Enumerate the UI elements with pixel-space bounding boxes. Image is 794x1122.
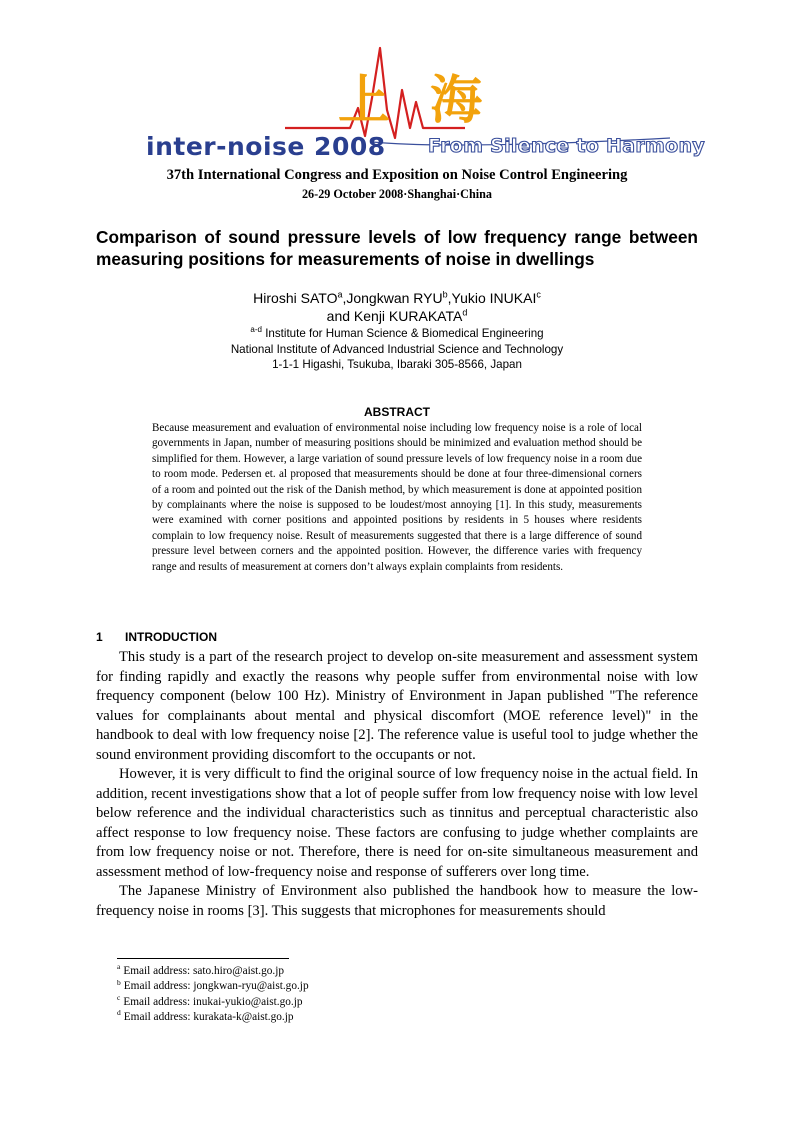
- author-list: [0, 289, 794, 325]
- section-heading: [96, 630, 217, 644]
- body-text: [96, 648, 698, 921]
- section-number: 1: [96, 630, 103, 644]
- footnote: [117, 1010, 309, 1025]
- footnote: [117, 964, 309, 979]
- paper-title: Comparison of sound pressure levels of low frequency range between measuring positions for measurements of noise in dwellings: [96, 227, 698, 269]
- author-mark: d: [462, 307, 468, 318]
- footnote-email: Email address: sato.hiro@aist.go.jp: [123, 965, 285, 977]
- paragraph: This study is a part of the research project to develop on-site measurement and assessment system for finding rapidly and exactly the reasons why people suffer from environmental noise with low frequency component (below 100 Hz). Ministry of Environment in Japan published "The reference values for complainants about mental and physical discomfort (MOE reference level)" in the handbook to deal with low frequency noise [2]. The reference value is useful tool to judge whether the sound environment providing discomfort to the occupants or not.: [96, 649, 698, 763]
- abstract-text: Because measurement and evaluation of environmental noise including low frequency noise is a role of local governments in Japan, number of measuring positions should be minimized and evaluation method should be simplified for them. However, a large variation of sound pressure levels of low frequency noise in a room due to room mode. Pedersen et. al proposed that measurements should be done at four three-dimensional corners of a room and pointed out the risk of the Danish method, by which measurement is done at appointed position by complainants where the noise is supposed to be loudest/most annoying [1]. In this study, measurements were examined with corner positions and appointed positions by residents in 5 houses where residents complain to low frequency noise. Result of measurements suggested that there is a large difference of sound pressure level between corners and the appointed position. However, the difference varies with frequency range and results of measurement at corners don’t always explain complaints from residents.: [152, 422, 642, 573]
- affiliation-line: Institute for Human Science & Biomedical Engineering: [261, 327, 544, 340]
- affiliation-mark: a-d: [250, 325, 262, 335]
- conference-logo: [140, 40, 705, 168]
- footnote: [117, 992, 309, 1010]
- paragraph: However, it is very difficult to find the original source of low frequency noise in the actual field. In addition, recent investigations show that a lot of people suffer from low frequency noise with low level below reference and the individual characteristics such as tinnitus and perceptual characteristic also affect response to low frequency noise. These factors are confusing to judge whether complaints are from low frequency noise or not. Therefore, there is need for on-site simultaneous measurement and assessment method of low-frequency noise and response of sufferers over long time.: [96, 766, 698, 880]
- author-name: ,Jongkwan RYU: [342, 290, 443, 306]
- author-name: and Kenji KURAKATA: [326, 308, 463, 324]
- affiliation-line: National Institute of Advanced Industrial Science and Technology: [230, 342, 564, 356]
- author-mark: c: [536, 289, 541, 300]
- author-mark: a: [337, 289, 343, 300]
- footnote-email: Email address: jongkwan-ryu@aist.go.jp: [123, 980, 309, 993]
- author-mark: b: [442, 289, 448, 300]
- footnote-mark: b: [117, 977, 121, 987]
- congress-date: 26-29 October 2008·Shanghai·China: [301, 187, 493, 201]
- logo-slogan-text: From Silence to Harmony: [428, 135, 705, 157]
- affiliation-line: 1-1-1 Higashi, Tsukuba, Ibaraki 305-8566, Japan: [272, 358, 522, 371]
- section-title: INTRODUCTION: [125, 630, 217, 644]
- footnotes: [117, 964, 309, 1025]
- footnote-divider: [117, 958, 289, 959]
- footnote: [117, 979, 309, 994]
- footnote-email: Email address: kurakata-k@aist.go.jp: [123, 1010, 294, 1023]
- logo-name-text: inter-noise 2008: [146, 132, 386, 161]
- logo-chinese-text: 上海: [338, 71, 523, 131]
- congress-title: 37th International Congress and Exposition on Noise Control Engineering: [166, 167, 628, 183]
- author-name: ,Yukio INUKAI: [447, 290, 537, 306]
- abstract-heading: ABSTRACT: [364, 405, 430, 419]
- footnote-email: Email address: inukai-yukio@aist.go.jp: [123, 995, 303, 1008]
- paragraph: The Japanese Ministry of Environment also published the handbook how to measure the low-frequency noise in rooms [3]. This suggests that microphones for measurements should: [96, 883, 698, 919]
- footnote-mark: a: [117, 962, 121, 972]
- footnote-mark: d: [117, 1008, 121, 1018]
- footnote-mark: c: [117, 992, 121, 1002]
- author-name: Hiroshi SATO: [253, 290, 338, 306]
- affiliation: [0, 326, 794, 373]
